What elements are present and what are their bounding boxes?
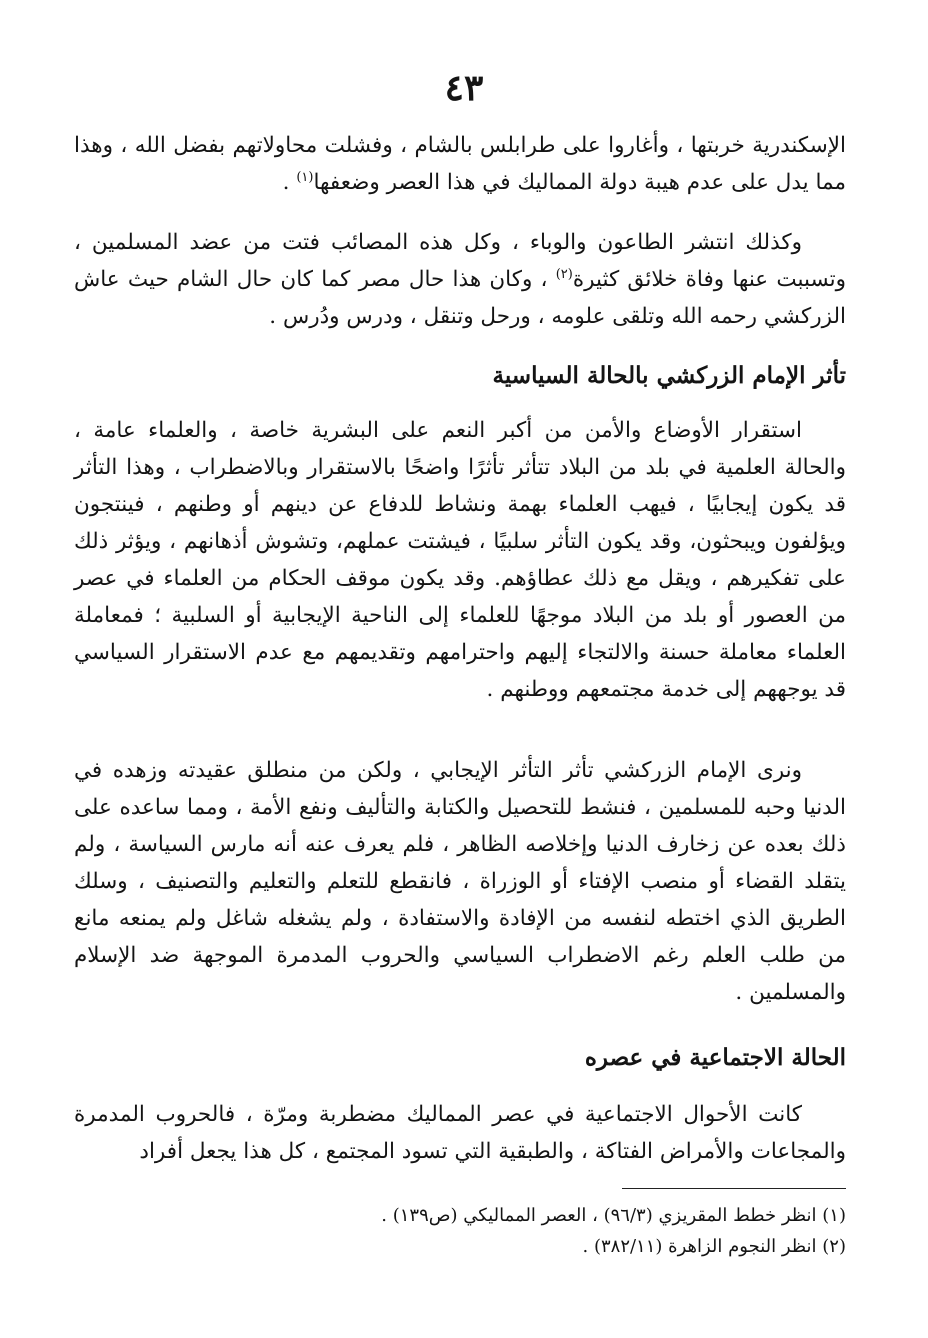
footnotes [200, 1200, 846, 1262]
section-heading-political-impact: تأثر الإمام الزركشي بالحالة السياسية [492, 362, 846, 389]
paragraph-5: كانت الأحوال الاجتماعية في عصر المماليك مضطربة ومرّة ، فالحروب المدمرة والمجاعات والأمراض الفتاكة ، والطبقية التي تسود المجتمع ، كل هذا يجعل أفراد [74, 1102, 846, 1164]
footnote-2: (٢) انظر النجوم الزاهرة (٣٨٢/١١) . [582, 1236, 846, 1257]
paragraph-2 [74, 224, 846, 335]
paragraph-3: استقرار الأوضاع والأمن من أكبر النعم على البشرية خاصة ، والعلماء عامة ، والحالة العلمية في بلد من البلاد تتأثر تأثرًا واضحًا بالاستقرار وبالاضطراب ، وهذا التأثر قد يكون إيجابيًا ، فيهب العلماء بهمة ونشاط للدفاع عن دينهم أو وطنهم ، فينتجون ويؤلفون ويبحثون، وقد يكون التأثر سلبيًا ، فيشتت عملهم، وتشوش أذهانهم ، ويؤثر ذلك على تفكيرهم ، ويقل مع ذلك عطاؤهم. وقد يكون موقف الحكام من العلماء في عصر من العصور أو بلد من البلاد موجهًا للعلماء إلى الناحية الإيجابية أو السلبية ؛ فمعاملة العلماء معاملة حسنة والالتجاء إليهم واحترامهم وتقديمهم مع عدم الاستقرار السياسي قد يوجههم إلى خدمة مجتمعهم ووطنهم . [74, 418, 846, 702]
paragraph-1-text: الإسكندرية خربتها ، وأغاروا على طرابلس بالشام ، وفشلت محاولاتهم بفضل الله ، وهذا مما يدل على عدم هيبة دولة المماليك في هذا العصر وضعفها [74, 133, 846, 195]
page-number: ٤٣ [444, 67, 484, 109]
footnote-1: (١) انظر خطط المقريزي (٩٦/٣) ، العصر المماليكي (ص١٣٩) . [381, 1205, 846, 1226]
footnote-divider [622, 1188, 846, 1189]
footnote-ref-2: (٢) [555, 266, 573, 282]
paragraph-1-end: . [282, 170, 297, 195]
paragraph-2-text-a: وكذلك انتشر الطاعون والوباء ، وكل هذه المصائب فتت من عضد المسلمين ، وتسببت عنها وفاة خلائق كثيرة [74, 230, 846, 292]
footnote-ref-1: (١) [296, 169, 314, 185]
paragraph-2-text-b: ، وكان هذا حال مصر كما كان حال الشام حيث عاش الزركشي رحمه الله وتلقى علومه ، ورحل وتنقل ، ودرس ودُرس . [74, 267, 846, 329]
paragraph-1 [74, 127, 846, 201]
section-heading-social-condition: الحالة الاجتماعية في عصره [584, 1044, 846, 1071]
paragraph-4: ونرى الإمام الزركشي تأثر التأثر الإيجابي ، ولكن من منطلق عقيدته وزهده في الدنيا وحبه للمسلمين ، فنشط للتحصيل والكتابة والتأليف ونفع الأمة ، ومما ساعده على ذلك بعده عن زخارف الدنيا وإخلاصه الظاهر ، فلم يعرف عنه أنه مارس السياسة ، ولم يتقلد القضاء أو منصب الإفتاء أو الوزراة ، فانقطع للتعلم والتعليم والتصنيف ، وسلك الطريق الذي اختطه لنفسه من الإفادة والاستفادة ، ولم يشغله شاغل ولم يمنعه مانع من طلب العلم رغم الاضطراب السياسي والحروب المدمرة الموجهة ضد الإسلام والمسلمين . [74, 758, 846, 1005]
